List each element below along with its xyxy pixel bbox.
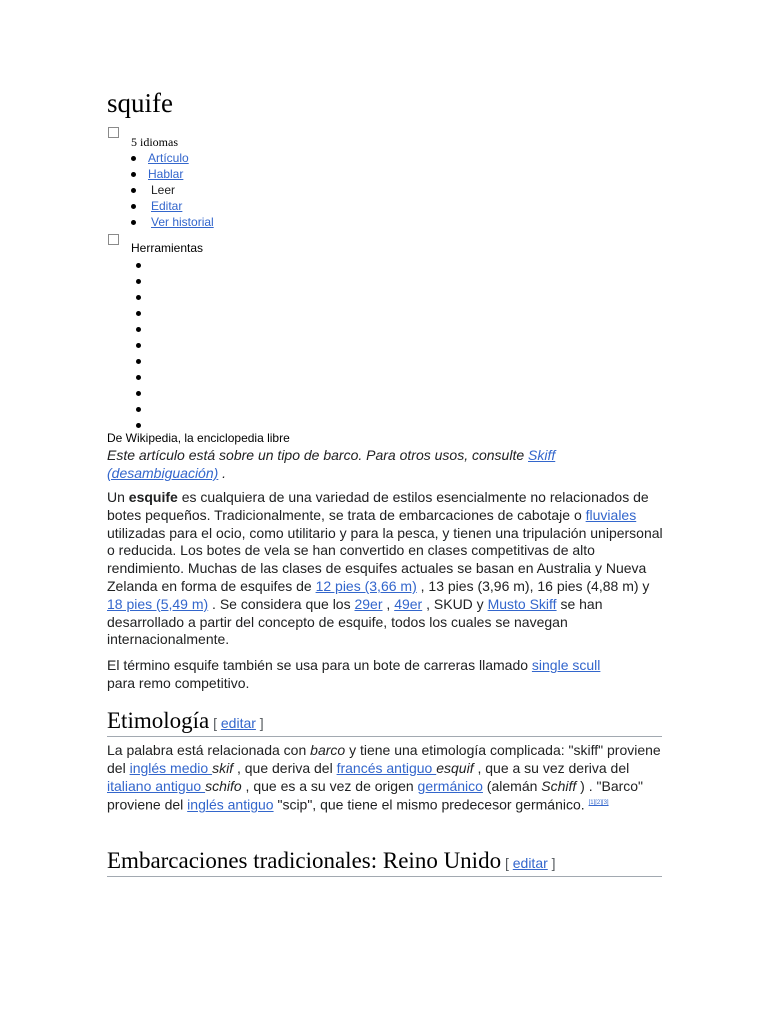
text-run: , 13 pies (3,96 m), 16 pies (4,88 m) y xyxy=(416,577,650,594)
italic-term: schifo xyxy=(205,777,242,794)
text-run: utilizadas para el ocio, como utilitario y para la pesca, y tienen una tripulación unipersonal o reducida. Los botes de vela se han convertido en clases competitivas de alto rendimiento. Muchas de las clases de esquifes actuales se basan en Australia y Nueva Zelanda en forma de esquifes de xyxy=(107,524,663,594)
text-run: "scip", que tiene el mismo predecesor germánico. xyxy=(273,797,589,814)
link-29er[interactable]: 29er xyxy=(354,595,383,612)
languages-toggle-checkbox[interactable] xyxy=(108,127,119,138)
intro-paragraph xyxy=(107,489,663,649)
site-tagline: De Wikipedia, la enciclopedia libre xyxy=(107,431,290,445)
link-germanico[interactable]: germánico xyxy=(417,777,483,794)
section-title: Etimología xyxy=(107,708,210,733)
nav-item-label[interactable]: Hablar xyxy=(148,167,184,181)
edit-link[interactable]: editar xyxy=(220,715,256,731)
nav-item-ver-historial[interactable] xyxy=(128,214,214,230)
page-actions-list xyxy=(128,150,214,230)
link-ingles-antiguo[interactable]: inglés antiguo xyxy=(187,797,274,814)
text-run: , que deriva del xyxy=(233,759,337,776)
hatnote-end: . xyxy=(218,465,227,481)
tools-toggle-checkbox[interactable] xyxy=(108,234,119,245)
page-title: squife xyxy=(107,88,173,118)
italic-term: esquif xyxy=(436,759,474,776)
hatnote xyxy=(107,446,607,482)
text-run: , SKUD y xyxy=(422,595,488,612)
nav-item-label[interactable]: Editar xyxy=(151,199,183,213)
reference-link[interactable]: [1][2][3] xyxy=(588,800,609,807)
italic-term: Schiff xyxy=(541,777,577,794)
hatnote-link[interactable]: Skiff (desambiguación) xyxy=(107,447,556,481)
text-run: , que a su vez deriva del xyxy=(473,759,630,776)
edit-section xyxy=(209,715,263,731)
text-run: El término esquife también se usa para un bote de carreras llamado xyxy=(107,657,532,673)
nav-item-label[interactable]: Artículo xyxy=(148,151,189,165)
text-run: La palabra está relacionada con xyxy=(107,742,311,758)
etymology-paragraph xyxy=(107,742,663,815)
nav-item-hablar[interactable] xyxy=(128,166,214,182)
bracket: [ xyxy=(209,715,221,731)
tools-label[interactable]: Herramientas xyxy=(131,241,204,255)
text-run: para remo competitivo. xyxy=(107,674,250,691)
text-run: se han desarrollado a partir del concepto de esquife, todos los cuales se navegan internacionalmente. xyxy=(107,595,603,648)
bracket: ] xyxy=(255,715,264,731)
italic-term: barco xyxy=(310,742,346,758)
languages-label[interactable]: 5 idiomas xyxy=(131,135,178,149)
section-title: Embarcaciones tradicionales: Reino Unido xyxy=(107,848,502,873)
text-run: , que es a su vez de origen xyxy=(241,777,418,794)
nav-item-leer[interactable] xyxy=(128,182,214,198)
text-run: . Se considera que los xyxy=(208,595,355,612)
nav-item-label[interactable]: Ver historial xyxy=(151,215,214,229)
term-bold: esquife xyxy=(128,489,178,505)
text-run: Un xyxy=(107,489,129,505)
section-heading-etimologia xyxy=(107,708,662,737)
section-heading-embarcaciones xyxy=(107,848,662,877)
nav-item-label[interactable]: Leer xyxy=(151,183,176,197)
edit-link[interactable]: editar xyxy=(512,855,548,871)
link-18-pies[interactable]: 18 pies (5,49 m) xyxy=(107,595,209,612)
bracket: [ xyxy=(501,855,513,871)
link-fluviales[interactable]: fluviales xyxy=(585,506,637,523)
italic-term: skif xyxy=(212,759,234,776)
nav-item-articulo[interactable] xyxy=(128,150,214,166)
link-12-pies[interactable]: 12 pies (3,66 m) xyxy=(315,577,417,594)
text-run: es cualquiera de una variedad de estilos esencialmente no relacionados de botes pequeños. Tradicionalmente, se trata de embarcaciones de cabotaje o xyxy=(107,489,649,523)
nav-item-editar[interactable] xyxy=(128,198,214,214)
link-musto-skiff[interactable]: Musto Skiff xyxy=(487,595,557,612)
link-ingles-medio[interactable]: inglés medio xyxy=(129,759,213,776)
bracket: ] xyxy=(547,855,556,871)
link-frances-antiguo[interactable]: francés antiguo xyxy=(336,759,437,776)
hatnote-text: Este artículo está sobre un tipo de barco. Para otros usos, consulte xyxy=(107,447,529,463)
text-run: y tiene una etimología complicada: "skiff" proviene del xyxy=(107,742,661,776)
edit-section xyxy=(501,855,555,871)
intro-paragraph-2 xyxy=(107,657,627,693)
text-run: , xyxy=(382,595,395,612)
link-italiano-antiguo[interactable]: italiano antiguo xyxy=(107,777,206,794)
text-run: ) . "Barco" proviene del xyxy=(107,777,644,814)
link-single-scull[interactable]: single scull xyxy=(531,657,601,673)
link-49er[interactable]: 49er xyxy=(394,595,423,612)
text-run: (alemán xyxy=(482,777,542,794)
